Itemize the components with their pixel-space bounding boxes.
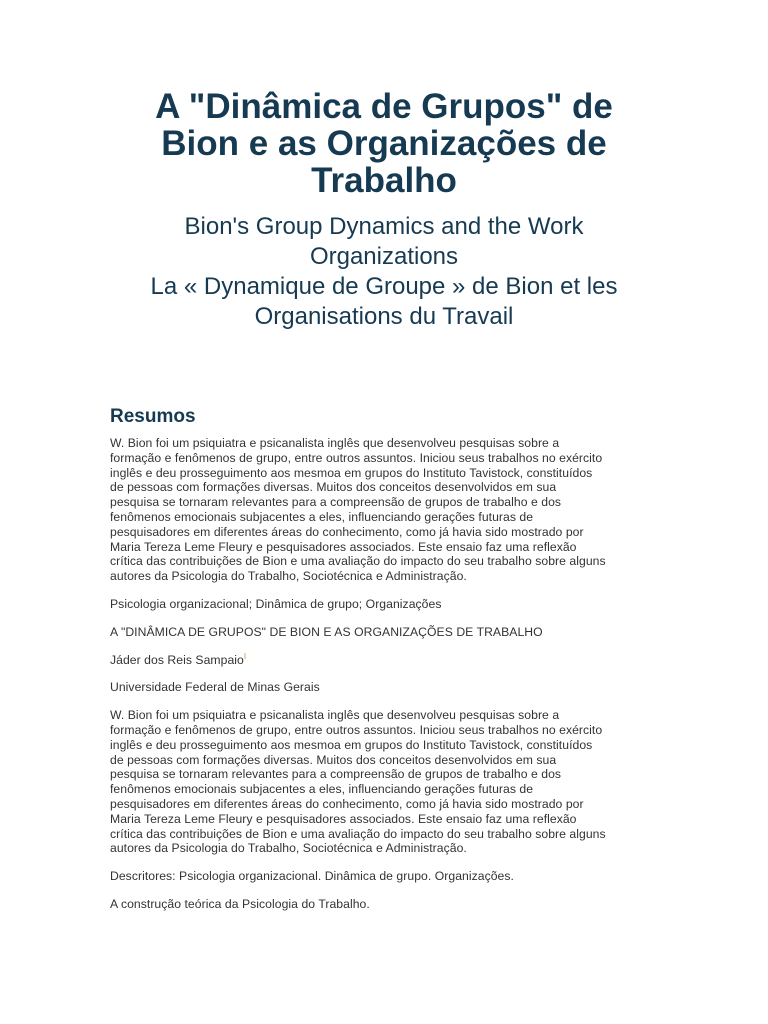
section-intro-heading: A construção teórica da Psicologia do Trabalho. [110, 896, 370, 911]
author-line [110, 653, 658, 668]
title-line: A "Dinâmica de Grupos" de [155, 87, 613, 126]
abstract-line: formação e fenômenos de grupo, entre outros assuntos. Iniciou seus trabalhos no exército [110, 722, 603, 737]
abstract-line: pesquisadores em diferentes áreas do conhecimento, como já havia sido mostrado por [110, 796, 584, 811]
abstract-line: inglês e deu prosseguimento aos mesmoa em grupos do Instituto Tavistock, constituídos [110, 737, 593, 752]
abstract-line: fenômenos emocionais subjacentes a eles, influenciando gerações futuras de [110, 782, 534, 797]
abstract-line: autores da Psicologia do Trabalho, Sociotécnica e Administração. [110, 841, 467, 856]
french-title-line: Organisations du Travail [254, 303, 514, 330]
author-footnote-link[interactable]: I [243, 651, 247, 661]
abstracts-heading: Resumos [110, 406, 196, 427]
title-line: Trabalho [311, 161, 457, 200]
abstract-line: autores da Psicologia do Trabalho, Sociotécnica e Administração. [110, 569, 467, 584]
abstract-paragraph [110, 436, 658, 584]
abstract-line: pesquisa se tornaram relevantes para a compreensão de grupos de trabalho e dos [110, 495, 562, 510]
descriptors: Descritores: Psicologia organizacional. Dinâmica de grupo. Organizações. [110, 869, 514, 884]
abstract-paragraph-repeat [110, 708, 658, 856]
document-title [110, 0, 658, 199]
title-line: Bion e as Organizações de [161, 124, 607, 163]
translated-titles [110, 212, 658, 332]
article-title-uppercase: A "DINÂMICA DE GRUPOS" DE BION E AS ORGANIZAÇÕES DE TRABALHO [110, 624, 543, 639]
abstract-line: formação e fenômenos de grupo, entre outros assuntos. Iniciou seus trabalhos no exército [110, 450, 603, 465]
abstract-line: fenômenos emocionais subjacentes a eles, influenciando gerações futuras de [110, 509, 534, 524]
abstract-line: pesquisadores em diferentes áreas do conhecimento, como já havia sido mostrado por [110, 524, 584, 539]
abstract-line: Maria Tereza Leme Fleury e pesquisadores associados. Este ensaio faz uma reflexão [110, 539, 577, 554]
abstract-line: inglês e deu prosseguimento aos mesmoa em grupos do Instituto Tavistock, constituídos [110, 465, 593, 480]
affiliation: Universidade Federal de Minas Gerais [110, 680, 320, 695]
abstract-line: crítica das contribuições de Bion e uma avaliação do impacto do seu trabalho sobre alguns [110, 554, 606, 569]
abstract-line: Maria Tereza Leme Fleury e pesquisadores associados. Este ensaio faz uma reflexão [110, 811, 577, 826]
abstract-line: W. Bion foi um psiquiatra e psicanalista inglês que desenvolveu pesquisas sobre a [110, 708, 560, 723]
abstract-line: crítica das contribuições de Bion e uma avaliação do impacto do seu trabalho sobre alguns [110, 826, 606, 841]
english-title-line: Bion's Group Dynamics and the Work [184, 213, 584, 240]
english-title-line: Organizations [309, 243, 459, 270]
french-title-line: La « Dynamique de Groupe » de Bion et les [150, 273, 618, 300]
keywords: Psicologia organizacional; Dinâmica de grupo; Organizações [110, 596, 442, 611]
author-name: Jáder dos Reis Sampaio [110, 652, 244, 667]
abstract-line: de pessoas com formações diversas. Muitos dos conceitos desenvolvidos em sua [110, 480, 557, 495]
abstract-line: W. Bion foi um psiquiatra e psicanalista inglês que desenvolveu pesquisas sobre a [110, 436, 560, 450]
abstract-line: pesquisa se tornaram relevantes para a compreensão de grupos de trabalho e dos [110, 767, 562, 782]
abstract-line: de pessoas com formações diversas. Muitos dos conceitos desenvolvidos em sua [110, 752, 557, 767]
